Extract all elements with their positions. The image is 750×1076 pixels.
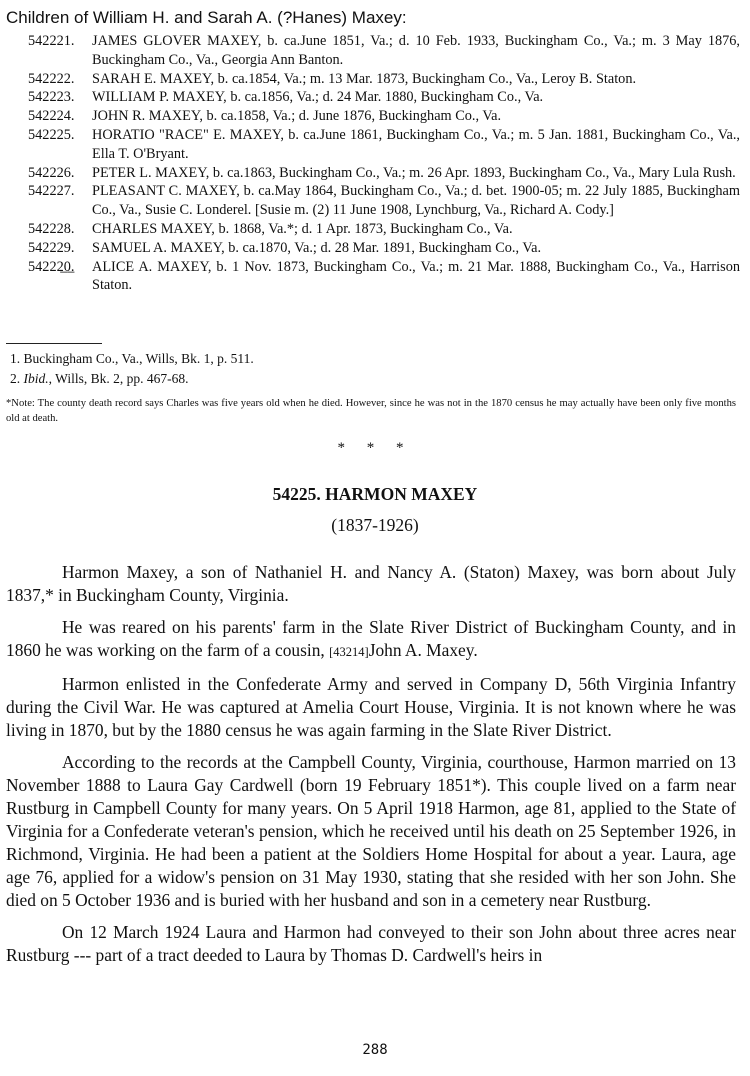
list-item xyxy=(28,239,740,258)
list-item xyxy=(28,88,740,107)
footnote-divider xyxy=(6,343,102,344)
child-number: 542224. xyxy=(28,108,75,125)
footnote-2 xyxy=(10,370,188,387)
list-item xyxy=(28,70,740,89)
child-number: 542225. xyxy=(28,126,75,143)
paragraph-2 xyxy=(6,616,736,664)
list-item xyxy=(28,126,740,164)
section-separator: * * * xyxy=(337,440,413,456)
child-number: 542229. xyxy=(28,239,75,256)
child-entry: HORATIO "RACE" E. MAXEY, b. ca.June 1861, Buckingham Co., Va.; m. 5 Jan. 1881, Buckingham Co., Va., Ella T. O'Bryant. xyxy=(92,126,740,162)
footnote-text: Buckingham Co., Va., Wills, Bk. 1, p. 511. xyxy=(23,351,254,366)
child-entry: SARAH E. MAXEY, b. ca.1854, Va.; m. 13 Mar. 1873, Buckingham Co., Va., Leroy B. Staton. xyxy=(92,70,637,87)
child-number: 542227. xyxy=(28,183,75,200)
child-number: 542226. xyxy=(28,164,75,181)
list-item xyxy=(28,164,740,183)
child-number: 542222. xyxy=(28,70,75,87)
footnote-number: 1. xyxy=(10,351,21,366)
child-entry: PLEASANT C. MAXEY, b. ca.May 1864, Buckingham Co., Va.; d. bet. 1900-05; m. 22 July 1885, Buckingham Co., Va., Susie C. Londerel. [Susie m. (2) 11 June 1908, Lynchburg, Va., Richard A. Cody.] xyxy=(92,183,740,219)
child-entry: SAMUEL A. MAXEY, b. ca.1870, Va.; d. 28 Mar. 1891, Buckingham Co., Va. xyxy=(92,239,542,256)
paragraph-text: He was reared on his parents' farm in the Slate River District of Buckingham County, and in 1860 he was working on the farm of a cousin, xyxy=(6,617,736,660)
paragraph-5: On 12 March 1924 Laura and Harmon had conveyed to their son John about three acres near Rustburg --- part of a tract deeded to Laura by Thomas D. Cardwell's heirs in xyxy=(6,922,736,965)
cross-reference: [43214] xyxy=(329,645,369,659)
footnote-text: , Wills, Bk. 2, pp. 467-68. xyxy=(48,371,189,386)
list-item xyxy=(28,258,740,296)
child-entry: CHARLES MAXEY, b. 1868, Va.*; d. 1 Apr. 1873, Buckingham Co., Va. xyxy=(92,220,513,237)
paragraph-text: John A. Maxey. xyxy=(368,640,478,660)
child-entry: PETER L. MAXEY, b. ca.1863, Buckingham Co., Va.; m. 26 Apr. 1893, Buckingham Co., Va., Mary Lula Rush. xyxy=(92,164,736,181)
biography-body xyxy=(6,561,736,976)
footnote-1 xyxy=(10,350,254,367)
child-entry: JAMES GLOVER MAXEY, b. ca.June 1851, Va.; d. 10 Feb. 1933, Buckingham Co., Va.; m. 3 May 1876, Buckingham Co., Va., Georgia Ann Banton. xyxy=(92,33,740,68)
children-heading: Children of William H. and Sarah A. (?Hanes) Maxey: xyxy=(6,8,407,27)
child-entry: WILLIAM P. MAXEY, b. ca.1856, Va.; d. 24 Mar. 1880, Buckingham Co., Va. xyxy=(92,89,544,106)
page-number: 288 xyxy=(362,1042,388,1058)
child-entry: ALICE A. MAXEY, b. 1 Nov. 1873, Buckingham Co., Va.; m. 21 Mar. 1888, Buckingham Co., Va., Harrison Staton. xyxy=(92,258,740,294)
child-number: 542223. xyxy=(28,89,75,106)
child-number: 542228. xyxy=(28,220,75,237)
death-record-note: *Note: The county death record says Charles was five years old when he died. However, since he was not in the 1870 census he may actually have been only five months old at death. xyxy=(6,398,736,424)
paragraph-3: Harmon enlisted in the Confederate Army and served in Company D, 56th Virginia Infantry during the Civil War. He was captured at Amelia Court House, Virginia. It is not known where he was living in 1870, but by the 1880 census he was again farming in the Slate River District. xyxy=(6,674,736,740)
paragraph-1: Harmon Maxey, a son of Nathaniel H. and Nancy A. (Staton) Maxey, was born about July 1837,* in Buckingham County, Virginia. xyxy=(6,562,736,605)
list-item xyxy=(28,220,740,239)
section-title: 54225. HARMON MAXEY xyxy=(272,484,478,504)
child-number: 542221. xyxy=(28,33,75,49)
list-item xyxy=(28,182,740,220)
list-item xyxy=(28,107,740,126)
section-dates: (1837-1926) xyxy=(331,515,419,535)
footnote-number: 2. xyxy=(10,371,21,386)
child-entry: JOHN R. MAXEY, b. ca.1858, Va.; d. June 1876, Buckingham Co., Va. xyxy=(92,108,502,125)
children-list xyxy=(28,32,740,295)
paragraph-4: According to the records at the Campbell County, Virginia, courthouse, Harmon married on 13 November 1888 to Laura Gay Cardwell (born 19 February 1851*). This couple lived on a farm near Rustburg in Campbell County for many years. On 5 April 1918 Harmon, age 81, applied to the State of Virginia for a Confederate veteran's pension, which he received until his death on 25 September 1926, in Richmond, Virginia. He had been a patient at the Soldiers Home Hospital for about a year. Laura, age age 76, applied for a widow's pension on 31 May 1930, stating that she resided with her son John. She died on 5 October 1936 and is buried with her husband and son in a cemetery near Rustburg. xyxy=(6,752,736,910)
list-item xyxy=(28,32,740,70)
footnote-ibid: Ibid. xyxy=(23,371,49,386)
child-number: 54222̲0̲. xyxy=(28,258,75,275)
